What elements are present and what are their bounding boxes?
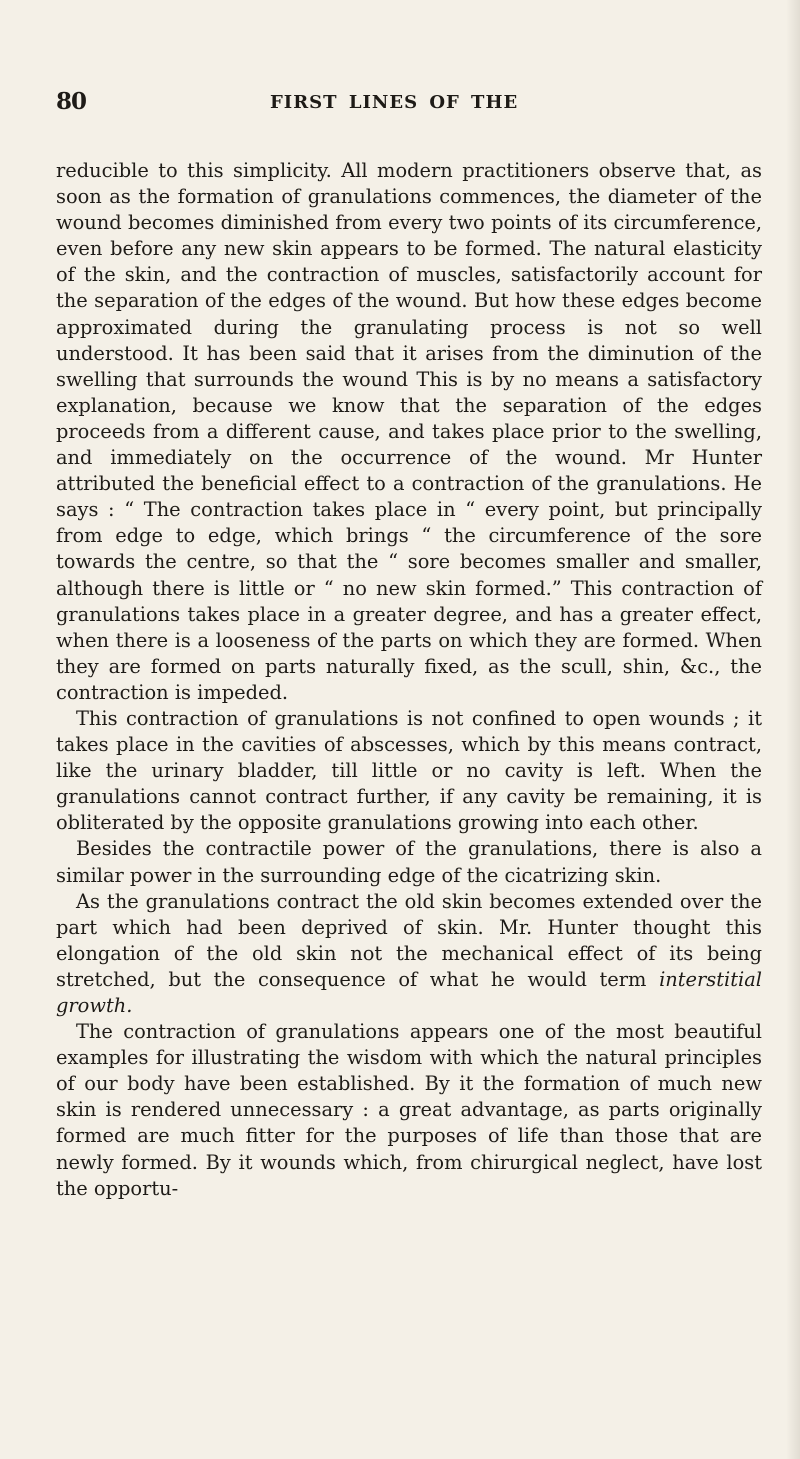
- paragraph-3: Besides the contractile power of the granulations, there is also a similar power in the surrounding edge of the cicatrizing skin.: [56, 837, 762, 887]
- running-head: [56, 88, 756, 118]
- paragraph-4: [56, 889, 762, 1019]
- paragraph-5: The contraction of granulations appears one of the most beautiful examples for illustrating the wisdom with which the natural principles of our body have been established. By it the formation of much new skin is rendered unnecessary : a great advantage, as parts originally formed are much fitter for the purposes of life than those that are newly formed. By it wounds which, from chirurgical neglect, have lost the opportu-: [56, 1020, 762, 1200]
- body-text: [56, 158, 762, 1202]
- paragraph-1: reducible to this simplicity. All modern practitioners observe that, as soon as the formation of granulations commences, the diameter of the wound becomes diminished from every two points of its circumference, even before any new skin appears to be formed. The natural elasticity of the skin, and the contraction of muscles, satisfactorily account for the separation of the edges of the wound. But how these edges become approximated during the granulating process is not so well understood. It has been said that it arises from the diminution of the swelling that surrounds the wound This is by no means a satisfactory explanation, because we know that the separation of the edges proceeds from a different cause, and takes place prior to the swelling, and immediately on the occurrence of the wound. Mr Hunter attributed the beneficial effect to a contraction of the granulations. He says : “ The contraction takes place in “ every point, but principally from edge to edge, which brings “ the circumference of the sore towards the centre, so that the “ sore becomes smaller and smaller, although there is little or “ no new skin formed.” This contraction of granulations takes place in a greater degree, and has a greater effect, when there is a looseness of the parts on which they are formed. When they are formed on parts naturally fixed, as the scull, shin, &c., the contraction is impeded.: [56, 159, 762, 704]
- running-title: FIRST LINES OF THE: [270, 92, 519, 113]
- paragraph-4-text: As the granulations contract the old skin becomes extended over the part which had been deprived of skin. Mr. Hunter thought this elongation of the old skin not the mechanical effect of its being stretched, but the consequence of what he would term: [56, 889, 762, 991]
- page-edge-shadow: [786, 0, 800, 1459]
- page-number: 80: [56, 88, 87, 115]
- paragraph-2: This contraction of granulations is not confined to open wounds ; it takes place in the cavities of abscesses, which by this means contract, like the urinary bladder, till little or no cavity is left. When the granulations cannot contract further, if any cavity be remaining, it is obliterated by the opposite granulations growing into each other.: [56, 706, 762, 835]
- italic-term: interstitial growth.: [56, 967, 762, 1017]
